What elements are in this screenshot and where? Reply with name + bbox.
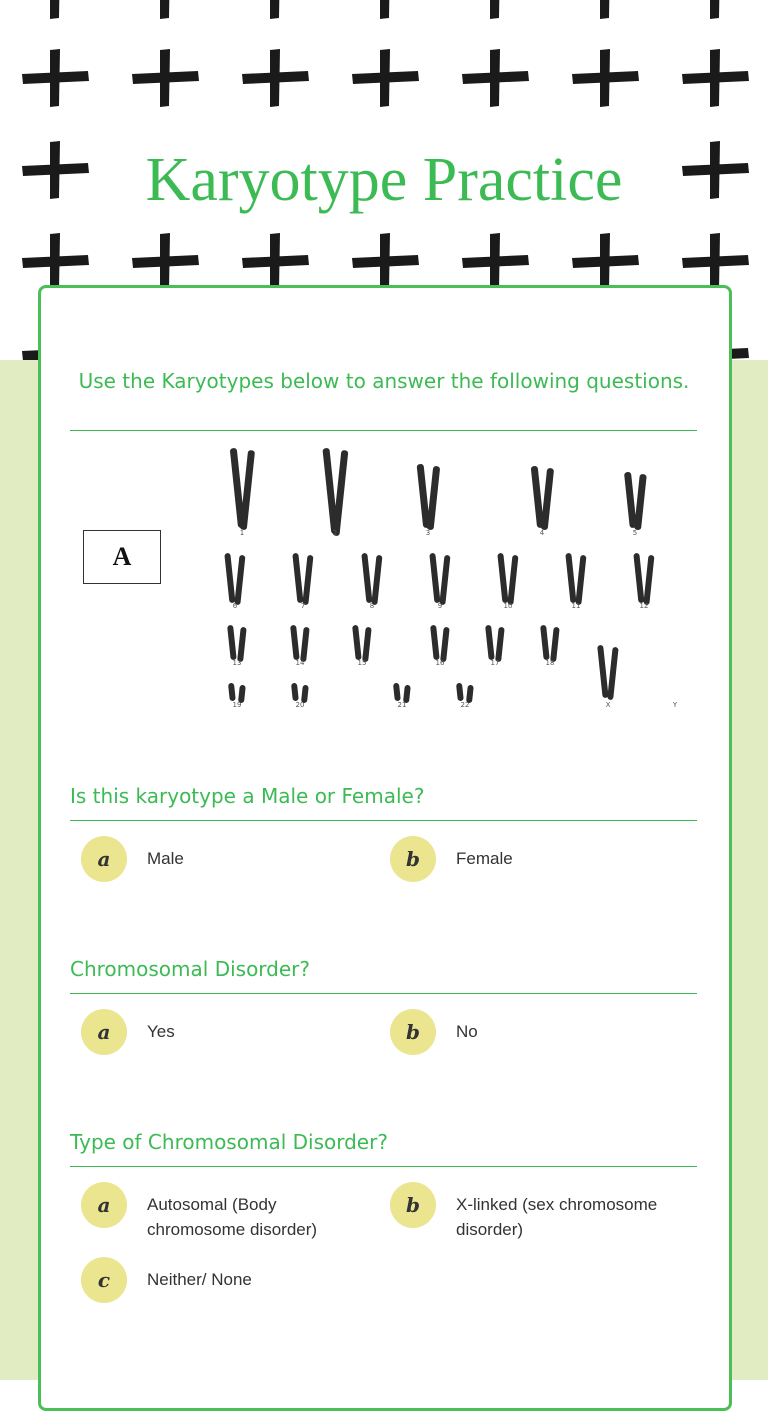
cross-mark-icon [680, 0, 750, 20]
chromosome-number-label: 10 [503, 602, 513, 610]
cross-mark-icon [350, 48, 420, 108]
chromosome-number-label: 11 [571, 602, 581, 610]
cross-mark-icon [20, 0, 90, 20]
cross-mark-icon [240, 48, 310, 108]
chromosome-shape [485, 625, 495, 660]
option-a-bubble[interactable]: a [81, 836, 127, 882]
chromosome-shape [234, 555, 245, 605]
chromosome-number-label: Y [672, 701, 678, 709]
chromosome-number-label: 9 [437, 602, 443, 610]
chromosome-number-label: 19 [232, 701, 242, 709]
chromosome-shape [291, 683, 299, 702]
cross-mark-icon [130, 48, 200, 108]
chromosome-number-label: 3 [425, 529, 431, 537]
chromosome-shape [393, 683, 401, 702]
chromosome-number-label: X [605, 701, 611, 709]
chromosome-shape [228, 683, 236, 702]
chromosome-shape [352, 625, 362, 660]
karyotype-label: A [83, 530, 161, 584]
chromosome-shape [429, 553, 440, 603]
cross-mark-icon [240, 0, 310, 20]
chromosome-number-label: 20 [295, 701, 305, 709]
chromosome-number-label: 13 [232, 659, 242, 667]
question-1-text: Is this karyotype a Male or Female? [70, 784, 425, 808]
option-a-bubble[interactable]: a [81, 1009, 127, 1055]
option-a-text[interactable]: Yes [147, 1022, 175, 1041]
cross-mark-icon [460, 0, 530, 20]
chromosome-shape [332, 450, 348, 536]
option-b-bubble[interactable]: b [390, 1009, 436, 1055]
cross-mark-icon [130, 0, 200, 20]
chromosome-number-label: 21 [397, 701, 407, 709]
divider [70, 993, 697, 994]
chromosome-number-label: 12 [639, 602, 649, 610]
chromosome-shape [300, 627, 310, 662]
chromosome-shape [643, 555, 654, 605]
cross-mark-icon [350, 0, 420, 20]
chromosome-shape [624, 472, 637, 528]
option-b-bubble[interactable]: b [390, 1182, 436, 1228]
cross-mark-icon [570, 48, 640, 108]
chromosome-shape [607, 647, 619, 700]
chromosome-shape [540, 625, 550, 660]
chromosome-shape [362, 627, 372, 662]
chromosome-shape [497, 553, 508, 603]
cross-mark-icon [20, 48, 90, 108]
chromosome-number-label: 1 [239, 529, 245, 537]
cross-mark-icon [680, 48, 750, 108]
chromosome-shape [565, 553, 576, 603]
chromosome-shape [361, 553, 372, 603]
chromosome-shape [237, 627, 247, 662]
chromosome-shape [507, 555, 518, 605]
chromosome-number-label: 6 [232, 602, 238, 610]
cross-mark-icon [460, 232, 530, 292]
question-2-text: Chromosomal Disorder? [70, 957, 311, 981]
chromosome-number-label: 15 [357, 659, 367, 667]
chromosome-shape [439, 555, 450, 605]
option-a-bubble[interactable]: a [81, 1182, 127, 1228]
option-b-bubble[interactable]: b [390, 836, 436, 882]
chromosome-number-label: 14 [295, 659, 305, 667]
cross-mark-icon [680, 232, 750, 292]
chromosome-shape [456, 683, 464, 702]
chromosome-number-label: 2 [332, 529, 338, 537]
option-c-text[interactable]: Neither/ None [147, 1270, 252, 1289]
chromosome-number-label: 5 [632, 529, 638, 537]
instructions-text: Use the Karyotypes below to answer the following questions. [78, 369, 690, 393]
chromosome-shape [597, 645, 609, 698]
chromosome-number-label: 7 [300, 602, 306, 610]
chromosome-shape [227, 625, 237, 660]
cross-mark-icon [20, 232, 90, 292]
divider [70, 1166, 697, 1167]
cross-mark-icon [350, 232, 420, 292]
option-b-text[interactable]: No [456, 1022, 478, 1041]
cross-mark-icon [240, 232, 310, 292]
chromosome-shape [495, 627, 505, 662]
cross-mark-icon [570, 232, 640, 292]
karyotype-image [200, 440, 700, 725]
chromosome-shape [290, 625, 300, 660]
cross-mark-icon [460, 48, 530, 108]
option-b-text[interactable]: Female [456, 849, 513, 868]
chromosome-shape [302, 555, 313, 605]
chromosome-shape [371, 555, 382, 605]
chromosome-number-label: 22 [460, 701, 470, 709]
divider [70, 820, 697, 821]
chromosome-shape [541, 468, 554, 530]
chromosome-number-label: 16 [435, 659, 445, 667]
chromosome-shape [550, 627, 560, 662]
chromosome-number-label: 18 [545, 659, 555, 667]
chromosome-shape [427, 466, 441, 530]
page-title: Karyotype Practice [145, 146, 623, 214]
chromosome-shape [224, 553, 235, 603]
chromosome-shape [292, 553, 303, 603]
chromosome-shape [634, 474, 647, 530]
option-a-text[interactable]: Male [147, 849, 184, 868]
cross-mark-icon [570, 0, 640, 20]
chromosome-number-label: 4 [539, 529, 545, 537]
chromosome-shape [633, 553, 644, 603]
chromosome-shape [440, 627, 450, 662]
divider [70, 430, 697, 431]
chromosome-shape [240, 450, 255, 530]
option-c-bubble[interactable]: c [81, 1257, 127, 1303]
chromosome-shape [575, 555, 586, 605]
chromosome-shape [430, 625, 440, 660]
option-b-text[interactable]: X-linked (sex chromosome disorder) [456, 1195, 658, 1239]
chromosome-number-label: 8 [369, 602, 375, 610]
chromosome-number-label: 17 [490, 659, 500, 667]
option-a-text[interactable]: Autosomal (Body chromosome disorder) [147, 1195, 318, 1239]
question-3-text: Type of Chromosomal Disorder? [70, 1130, 388, 1154]
cross-mark-icon [130, 232, 200, 292]
